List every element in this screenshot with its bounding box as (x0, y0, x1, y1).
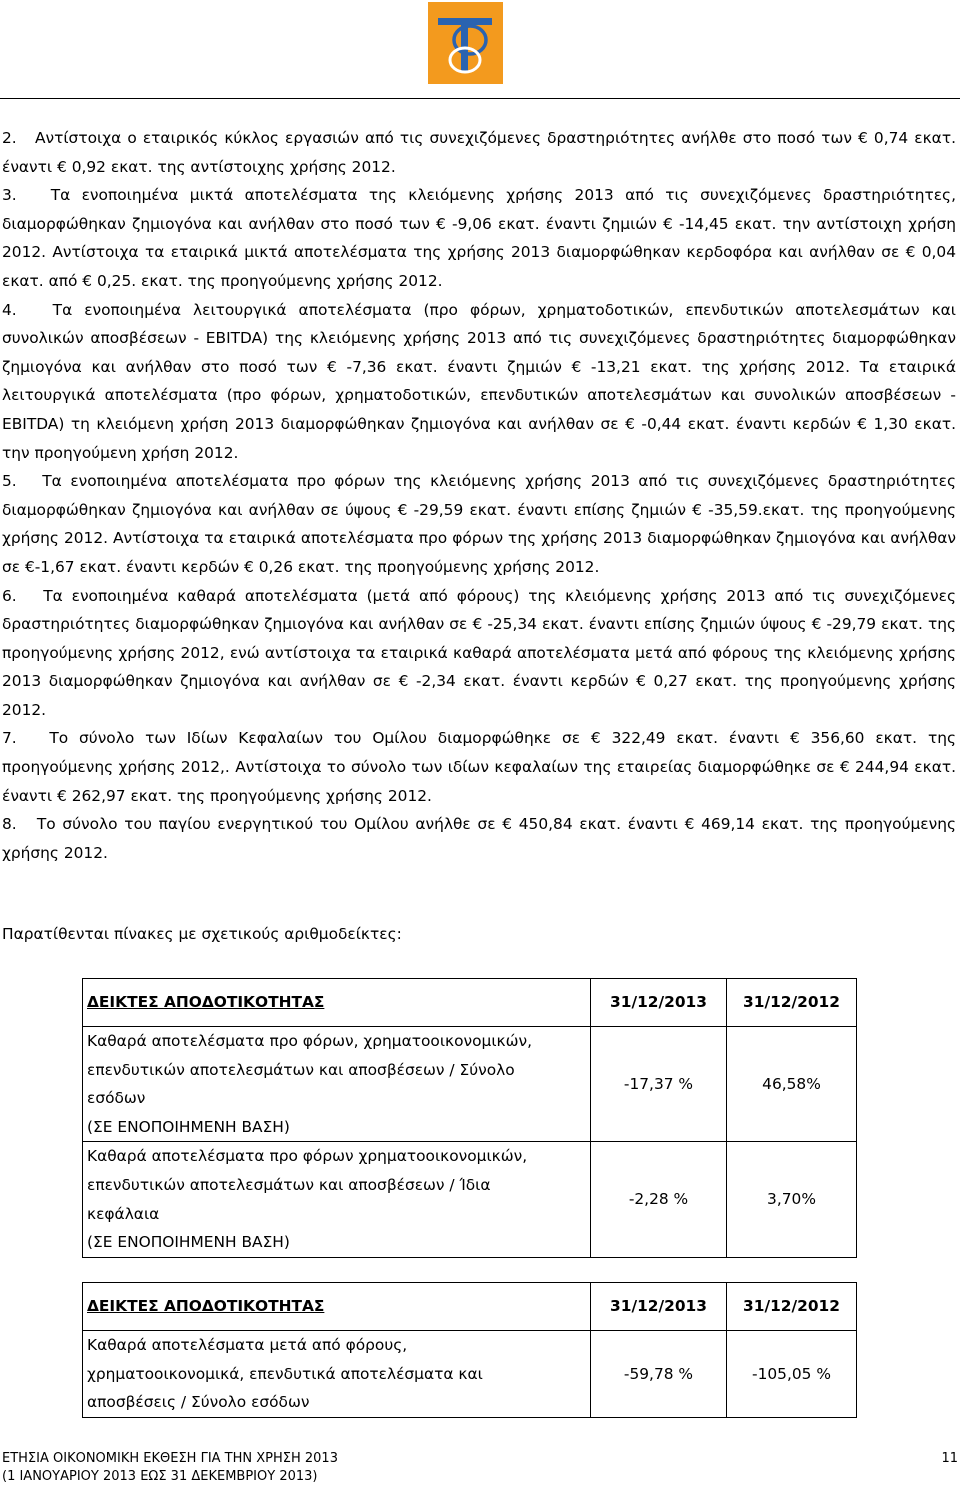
table-title: ΔΕΙΚΤΕΣ ΑΠΟΔΟΤΙΚΟΤΗΤΑΣ (83, 1283, 591, 1331)
paragraph-item-2: 2. Αντίστοιχα ο εταιρικός κύκλος εργασιών από τις συνεχιζόμενες δραστηριότητες ανήλθε στο ποσό των € 0,74 εκατ. έναντι € 0,92 εκατ. της αντίστοιχης χρήσης 2012. (2, 129, 956, 176)
profitability-ratios-table-1 (82, 978, 857, 1258)
paragraph-item-5: 5. Τα ενοποιημένα αποτελέσματα προ φόρων της κλειόμενης χρήσης 2013 από τις συνεχιζόμενες δραστηριότητες διαμορφώθηκαν ζημιογόνα και ανήλθαν σε ύψους € -29,59 εκατ. έναντι επίσης ζημιών € -35,59.εκατ. της προηγούμενης χρήσης 2012. Αντίστοιχα τα εταιρικά αποτελέσματα προ φόρων της χρήσης 2013 διαμορφώθηκαν ζημιογόνα και ανήλθαν σε €-1,67 εκατ. έναντι κερδών € 0,26 εκατ. της προηγούμενης χρήσης 2012. (2, 472, 956, 576)
report-body (2, 124, 956, 867)
value-2013: -59,78 % (591, 1331, 727, 1418)
column-header-2012: 31/12/2012 (727, 1283, 857, 1331)
value-2012: 3,70% (727, 1142, 857, 1257)
paragraph-item-8: 8. Το σύνολο του παγίου ενεργητικού του Ομίλου ανήλθε σε € 450,84 εκατ. έναντι € 469,14 εκατ. της προηγούμενης χρήσης 2012. (2, 815, 956, 862)
table-row (83, 1142, 857, 1257)
tables-intro: Παρατίθενται πίνακες με σχετικούς αριθμοδείκτες: (2, 925, 402, 943)
column-header-2013: 31/12/2013 (591, 1283, 727, 1331)
table-title: ΔΕΙΚΤΕΣ ΑΠΟΔΟΤΙΚΟΤΗΤΑΣ (83, 979, 591, 1027)
footer-report-period: (1 ΙΑΝΟΥΑΡΙΟΥ 2013 ΕΩΣ 31 ΔΕΚΕΜΒΡΙΟΥ 2013) (2, 1469, 318, 1484)
table-header-row (83, 979, 857, 1027)
value-2013: -2,28 % (591, 1142, 727, 1257)
column-header-2013: 31/12/2013 (591, 979, 727, 1027)
profitability-ratios-table-2 (82, 1282, 857, 1418)
footer-report-title: ΕΤΗΣΙΑ ΟΙΚΟΝΟΜΙΚΗ ΕΚΘΕΣΗ ΓΙΑ ΤΗΝ ΧΡΗΣΗ 2013 (2, 1451, 338, 1466)
paragraph-item-6: 6. Τα ενοποιημένα καθαρά αποτελέσματα (μετά από φόρους) της κλειόμενης χρήσης 2013 από τις συνεχιζόμενες δραστηριότητες διαμορφώθηκαν ζημιογόνα και ανήλθαν σε € -25,34 εκατ. έναντι επίσης ζημιών ύψους € -29,79 εκατ. της προηγούμενης χρήσης 2012, ενώ αντίστοιχα τα εταιρικά καθαρά αποτελέσματα μετά από φόρους της κλειόμενης χρήσης 2013 διαμορφώθηκαν ζημιογόνα και ανήλθαν σε € -2,34 εκατ. έναντι κερδών € 0,27 εκατ. της προηγούμενης χρήσης 2012. (2, 586, 956, 719)
ratio-label: Καθαρά αποτελέσματα προ φόρων χρηματοοικονομικών, επενδυτικών αποτελεσμάτων και αποσβέσεων / Ίδια κεφάλαια (ΣΕ ΕΝΟΠΟΙΗΜΕΝΗ ΒΑΣΗ) (83, 1142, 591, 1257)
table-row (83, 1027, 857, 1142)
ratio-label: Καθαρά αποτελέσματα προ φόρων, χρηματοοικονομικών, επενδυτικών αποτελεσμάτων και αποσβέσεων / Σύνολο εσόδων (ΣΕ ΕΝΟΠΟΙΗΜΕΝΗ ΒΑΣΗ) (83, 1027, 591, 1142)
table-row (83, 1331, 857, 1418)
paragraph-item-3: 3. Τα ενοποιημένα μικτά αποτελέσματα της κλειόμενης χρήσης 2013 από τις συνεχιζόμενες δραστηριότητες, διαμορφώθηκαν ζημιογόνα και ανήλθαν στο ποσό των € -9,06 εκατ. έναντι ζημιών € -14,45 εκατ. την αντίστοιχη χρήση 2012. Αντίστοιχα τα εταιρικά μικτά αποτελέσματα της χρήσης 2013 διαμορφώθηκαν κερδοφόρα και ανήλθαν σε € 0,04 εκατ. από € 0,25. εκατ. της προηγούμενης χρήσης 2012. (2, 186, 956, 290)
table-header-row (83, 1283, 857, 1331)
value-2013: -17,37 % (591, 1027, 727, 1142)
page-footer (2, 1450, 958, 1486)
column-header-2012: 31/12/2012 (727, 979, 857, 1027)
value-2012: -105,05 % (727, 1331, 857, 1418)
company-logo (428, 2, 503, 84)
paragraph-item-4: 4. Τα ενοποιημένα λειτουργικά αποτελέσματα (προ φόρων, χρηματοδοτικών, επενδυτικών αποτελεσμάτων και συνολικών αποσβέσεων - EBITDA) της κλειόμενης χρήσης 2013 από τις συνεχιζόμενες δραστηριότητες διαμορφώθηκαν ζημιογόνα και ανήλθαν στο ποσό των € -7,36 εκατ. έναντι ζημιών € -13,21 εκατ. της χρήσης 2012. Τα εταιρικά λειτουργικά αποτελέσματα (προ φόρων, χρηματοδοτικών, επενδυτικών αποτελεσμάτων και συνολικών αποσβέσεων - EBITDA) τη κλειόμενη χρήση 2013 διαμορφώθηκαν ζημιογόνα και ανήλθαν σε € -0,44 εκατ. έναντι κερδών € 1,30 εκατ. την προηγούμενη χρήση 2012. (2, 300, 956, 462)
value-2012: 46,58% (727, 1027, 857, 1142)
paragraph-item-7: 7. Το σύνολο των Ιδίων Κεφαλαίων του Ομίλου διαμορφώθηκε σε € 322,49 εκατ. έναντι € 356,60 εκατ. της προηγούμενης χρήσης 2012,. Αντίστοιχα το σύνολο των ιδίων κεφαλαίων της εταιρείας διαμορφώθηκε σε € 244,94 εκατ. έναντι € 262,97 εκατ. της προηγούμενης χρήσης 2012. (2, 729, 956, 805)
ratio-label: Καθαρά αποτελέσματα μετά από φόρους, χρηματοοικονομικά, επενδυτικά αποτελέσματα και αποσβέσεις / Σύνολο εσόδων (83, 1331, 591, 1418)
header-rule (0, 98, 960, 99)
page-number: 11 (941, 1451, 958, 1466)
